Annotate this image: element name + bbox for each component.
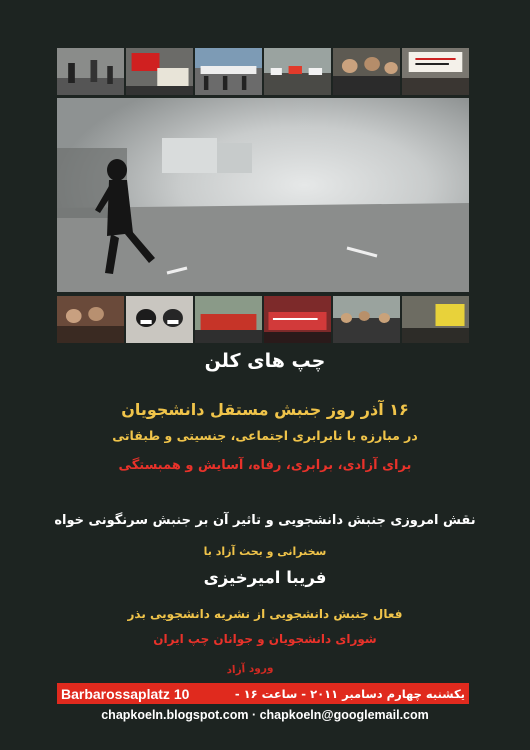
talk-topic: نقش امروزی جنبش دانشجویی و تاثیر آن بر جنبش سرنگونی خواه <box>54 513 476 528</box>
contact-line[interactable]: chapkoeln.blogspot.com · chapkoeln@googlemail.com <box>101 708 429 722</box>
protest-photo <box>402 48 469 95</box>
group-name: چپ های کلن <box>204 350 326 372</box>
protest-hero-photo <box>57 98 469 292</box>
protest-photo <box>57 48 124 95</box>
protest-photo <box>402 296 469 343</box>
talk-intro: سخنرانی و بحث آزاد با <box>203 545 327 558</box>
protest-photo <box>333 296 400 343</box>
protest-photo <box>126 296 193 343</box>
bottom-photo-strip <box>57 296 469 343</box>
protest-photo <box>126 48 193 95</box>
event-datetime: یکشنبه چهارم دسامبر ۲۰۱۱ - ساعت ۱۶ - <box>234 686 465 701</box>
speaker-name: فریبا امیرخیزی <box>203 568 327 587</box>
headline: ۱۶ آذر روز جنبش مستقل دانشجویان <box>121 400 409 419</box>
slogan: برای آزادی، برابری، رفاه، آسایش و همبستگی <box>118 458 412 473</box>
free-entry-note: ورود آزاد <box>226 661 274 677</box>
protest-photo <box>333 48 400 95</box>
protest-photo <box>195 48 262 95</box>
subheadline: در مبارزه با نابرابری اجتماعی، جنسیتی و طبقاتی <box>112 428 418 443</box>
top-photo-strip <box>57 48 469 95</box>
organizer: شورای دانشجویان و جوانان چپ ایران <box>153 632 377 646</box>
speaker-role: فعال جنبش دانشجویی از نشریه دانشجویی بذر <box>127 607 403 621</box>
protest-photo <box>264 48 331 95</box>
event-address: Barbarossaplatz 10 <box>61 685 190 702</box>
protest-photo <box>264 296 331 343</box>
event-info-bar <box>57 683 469 704</box>
protest-photo <box>57 296 124 343</box>
protest-photo <box>195 296 262 343</box>
